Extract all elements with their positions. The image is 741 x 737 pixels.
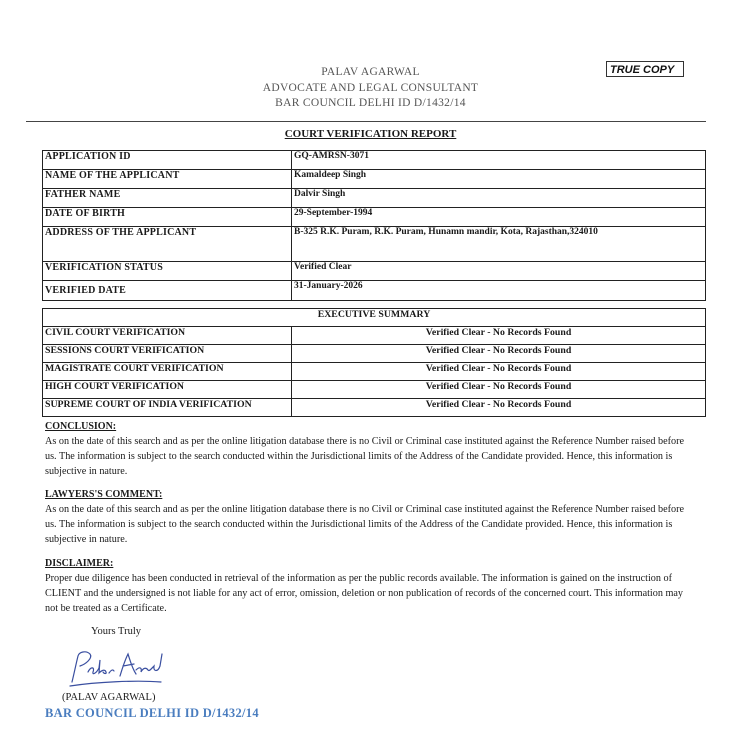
lawyers-comment-text: As on the date of this search and as per the online litigation database there is no Civil or Criminal case instituted against the Reference Number raised before us. The information is subject to the search conducted within the Jurisdictional limits of the Address of the Candidate provided. Hence, this information is subjective in nature. bbox=[45, 504, 685, 545]
table-row bbox=[43, 170, 706, 189]
closing-salutation: Yours Truly bbox=[91, 626, 142, 637]
summary-value: Verified Clear - No Records Found bbox=[292, 345, 706, 363]
table-row bbox=[43, 327, 706, 345]
summary-value: Verified Clear - No Records Found bbox=[292, 327, 706, 345]
advocate-title: ADVOCATE AND LEGAL CONSULTANT bbox=[262, 81, 479, 94]
table-row bbox=[43, 309, 706, 327]
conclusion-text: As on the date of this search and as per the online litigation database there is no Civil or Criminal case instituted against the Reference Number raised before us. The information is subject to the search conducted within the Jurisdictional limits of the Address of the Candidate provided. Hence, this information is subjective in nature. bbox=[45, 436, 685, 477]
detail-value: GQ-AMRSN-3071 bbox=[292, 151, 706, 170]
handwritten-signature bbox=[66, 646, 166, 693]
table-row bbox=[43, 151, 706, 170]
signatory-name: (PALAV AGARWAL) bbox=[62, 692, 156, 703]
table-row bbox=[43, 227, 706, 262]
table-row bbox=[43, 345, 706, 363]
summary-label: SUPREME COURT OF INDIA VERIFICATION bbox=[43, 399, 292, 417]
summary-heading: EXECUTIVE SUMMARY bbox=[43, 309, 706, 327]
detail-label: VERIFIED DATE bbox=[43, 281, 292, 301]
summary-value: Verified Clear - No Records Found bbox=[292, 363, 706, 381]
detail-value: Verified Clear bbox=[292, 262, 706, 281]
summary-label: CIVIL COURT VERIFICATION bbox=[43, 327, 292, 345]
table-row bbox=[43, 381, 706, 399]
disclaimer-text: Proper due diligence has been conducted in retrieval of the information as per the public records available. The information is gained on the instruction of CLIENT and the undersigned is not liable for any act of error, omission, deletion or non publication of records of the concerned court. This information may not be treated as a Certificate. bbox=[45, 573, 684, 614]
summary-label: HIGH COURT VERIFICATION bbox=[43, 381, 292, 399]
detail-label: ADDRESS OF THE APPLICANT bbox=[43, 227, 292, 262]
detail-label: FATHER NAME bbox=[43, 189, 292, 208]
disclaimer-heading: DISCLAIMER: bbox=[45, 558, 114, 569]
applicant-details-table bbox=[42, 150, 706, 301]
detail-label: DATE OF BIRTH bbox=[43, 208, 292, 227]
table-row bbox=[43, 281, 706, 301]
table-row bbox=[43, 262, 706, 281]
signatory-bar-id: BAR COUNCIL DELHI ID D/1432/14 bbox=[45, 706, 259, 720]
detail-label: VERIFICATION STATUS bbox=[43, 262, 292, 281]
conclusion-section bbox=[45, 419, 695, 479]
report-title: COURT VERIFICATION REPORT bbox=[284, 128, 457, 140]
summary-label: MAGISTRATE COURT VERIFICATION bbox=[43, 363, 292, 381]
lawyers-comment-section bbox=[45, 487, 695, 547]
executive-summary-table bbox=[42, 308, 706, 417]
table-row bbox=[43, 399, 706, 417]
detail-value: B-325 R.K. Puram, R.K. Puram, Hunamn mandir, Kota, Rajasthan,324010 bbox=[292, 227, 706, 262]
conclusion-heading: CONCLUSION: bbox=[45, 421, 117, 432]
detail-value: 29-September-1994 bbox=[292, 208, 706, 227]
true-copy-stamp: TRUE COPY bbox=[606, 61, 684, 77]
table-row bbox=[43, 208, 706, 227]
header-divider bbox=[26, 121, 706, 122]
detail-label: NAME OF THE APPLICANT bbox=[43, 170, 292, 189]
detail-label: APPLICATION ID bbox=[43, 151, 292, 170]
detail-value: Kamaldeep Singh bbox=[292, 170, 706, 189]
disclaimer-section bbox=[45, 556, 695, 616]
lawyers-comment-heading: LAWYERS'S COMMENT: bbox=[45, 489, 163, 500]
detail-value: 31-January-2026 bbox=[292, 281, 706, 301]
bar-council-id: BAR COUNCIL DELHI ID D/1432/14 bbox=[275, 97, 466, 109]
advocate-name: PALAV AGARWAL bbox=[321, 66, 420, 78]
table-row bbox=[43, 189, 706, 208]
table-row bbox=[43, 363, 706, 381]
summary-value: Verified Clear - No Records Found bbox=[292, 381, 706, 399]
summary-value: Verified Clear - No Records Found bbox=[292, 399, 706, 417]
detail-value: Dalvir Singh bbox=[292, 189, 706, 208]
summary-label: SESSIONS COURT VERIFICATION bbox=[43, 345, 292, 363]
